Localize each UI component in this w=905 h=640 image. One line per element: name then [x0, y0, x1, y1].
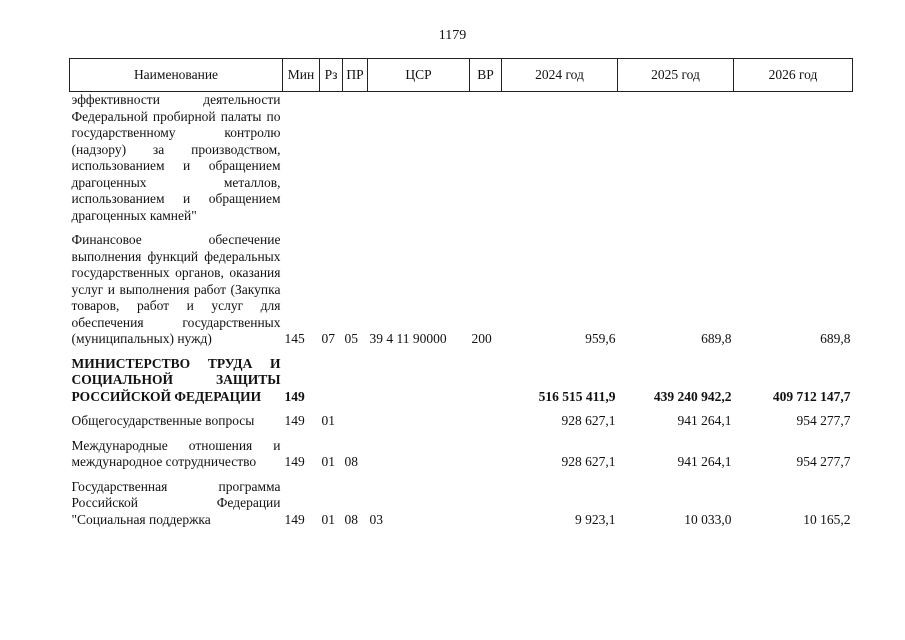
row-rz: 01	[321, 511, 335, 527]
row-min: 149	[284, 413, 305, 428]
row-rz	[320, 92, 343, 225]
row-2026: 689,8	[820, 331, 851, 346]
header-2025: 2025 год	[618, 59, 734, 92]
page-number: 1179	[438, 28, 467, 43]
header-name: Наименование	[70, 59, 283, 92]
row-rz: 01	[321, 413, 335, 428]
table-row	[70, 438, 853, 471]
row-2025: 439 240 942,2	[653, 388, 732, 404]
row-spacer	[70, 430, 853, 438]
row-2024: 959,6	[585, 331, 616, 346]
row-pr: 08	[344, 454, 358, 469]
row-csr: 03	[369, 511, 383, 527]
row-pr	[343, 356, 368, 406]
header-min: Мин	[283, 59, 320, 92]
row-csr	[368, 438, 470, 471]
row-min	[283, 92, 320, 225]
row-2024: 516 515 411,9	[538, 388, 616, 404]
row-spacer	[70, 224, 853, 232]
row-vr	[470, 356, 502, 406]
row-spacer	[70, 405, 853, 413]
row-min: 145	[284, 331, 305, 346]
row-2025: 941 264,1	[677, 454, 732, 469]
row-2026: 954 277,7	[796, 413, 851, 428]
row-name: Общегосударственные вопросы	[71, 413, 255, 428]
row-vr	[470, 479, 502, 529]
row-2026: 409 712 147,7	[772, 388, 851, 404]
header-pr: ПР	[343, 59, 368, 92]
table-row	[70, 479, 853, 529]
row-csr: 39 4 11 90000	[369, 331, 447, 346]
row-csr	[368, 92, 470, 225]
header-rz: Рз	[320, 59, 343, 92]
table-row	[70, 356, 853, 406]
row-name: МИНИСТЕРСТВО ТРУДА И СОЦИАЛЬНОЙ ЗАЩИТЫ РОССИЙСКОЙ ФЕДЕРАЦИИ	[71, 355, 281, 404]
row-2025	[618, 92, 734, 225]
row-2025: 10 033,0	[684, 511, 732, 527]
table-row	[70, 232, 853, 348]
row-2026: 954 277,7	[796, 454, 851, 469]
header-vr: ВР	[470, 59, 502, 92]
row-pr	[343, 92, 368, 225]
row-2026: 10 165,2	[803, 511, 851, 527]
row-pr: 05	[344, 331, 358, 346]
row-min: 149	[284, 511, 305, 527]
row-spacer	[70, 348, 853, 356]
row-vr: 200	[471, 331, 492, 346]
row-rz: 01	[321, 454, 335, 469]
row-min: 149	[284, 454, 305, 469]
row-pr	[343, 413, 368, 430]
row-rz	[320, 356, 343, 406]
row-min: 149	[284, 388, 305, 404]
row-name: Международные отношения и международное сотрудничество	[71, 437, 281, 469]
budget-table	[69, 58, 853, 528]
row-rz: 07	[321, 331, 335, 346]
row-vr	[470, 438, 502, 471]
table-row	[70, 413, 853, 430]
header-2024: 2024 год	[502, 59, 618, 92]
row-name: эффективности деятельности Федеральной пробирной палаты по государственному контролю (надзору) за производством, использованием и обращением драгоценных металлов, использованием и обращением драгоценных камней"	[71, 92, 281, 223]
row-2026	[734, 92, 853, 225]
row-2024: 928 627,1	[561, 413, 616, 428]
row-spacer	[70, 471, 853, 479]
table-row	[70, 92, 853, 225]
table-header	[70, 59, 853, 92]
row-2024: 928 627,1	[561, 454, 616, 469]
row-vr	[470, 413, 502, 430]
header-2026: 2026 год	[734, 59, 853, 92]
row-pr: 08	[344, 511, 358, 527]
header-csr: ЦСР	[368, 59, 470, 92]
row-2025: 941 264,1	[677, 413, 732, 428]
row-csr	[368, 356, 470, 406]
row-name: Финансовое обеспечение выполнения функций федеральных государственных органов, оказания услуг и выполнения работ (Закупка товаров, работ и услуг для обеспечения государственных (муниципальных) нужд)	[71, 232, 281, 346]
row-vr	[470, 92, 502, 225]
row-2024	[502, 92, 618, 225]
row-name: Государственная программа Российской Федерации "Социальная поддержка	[71, 478, 281, 527]
row-2025: 689,8	[701, 331, 732, 346]
row-2024: 9 923,1	[575, 511, 616, 527]
row-csr	[368, 413, 470, 430]
